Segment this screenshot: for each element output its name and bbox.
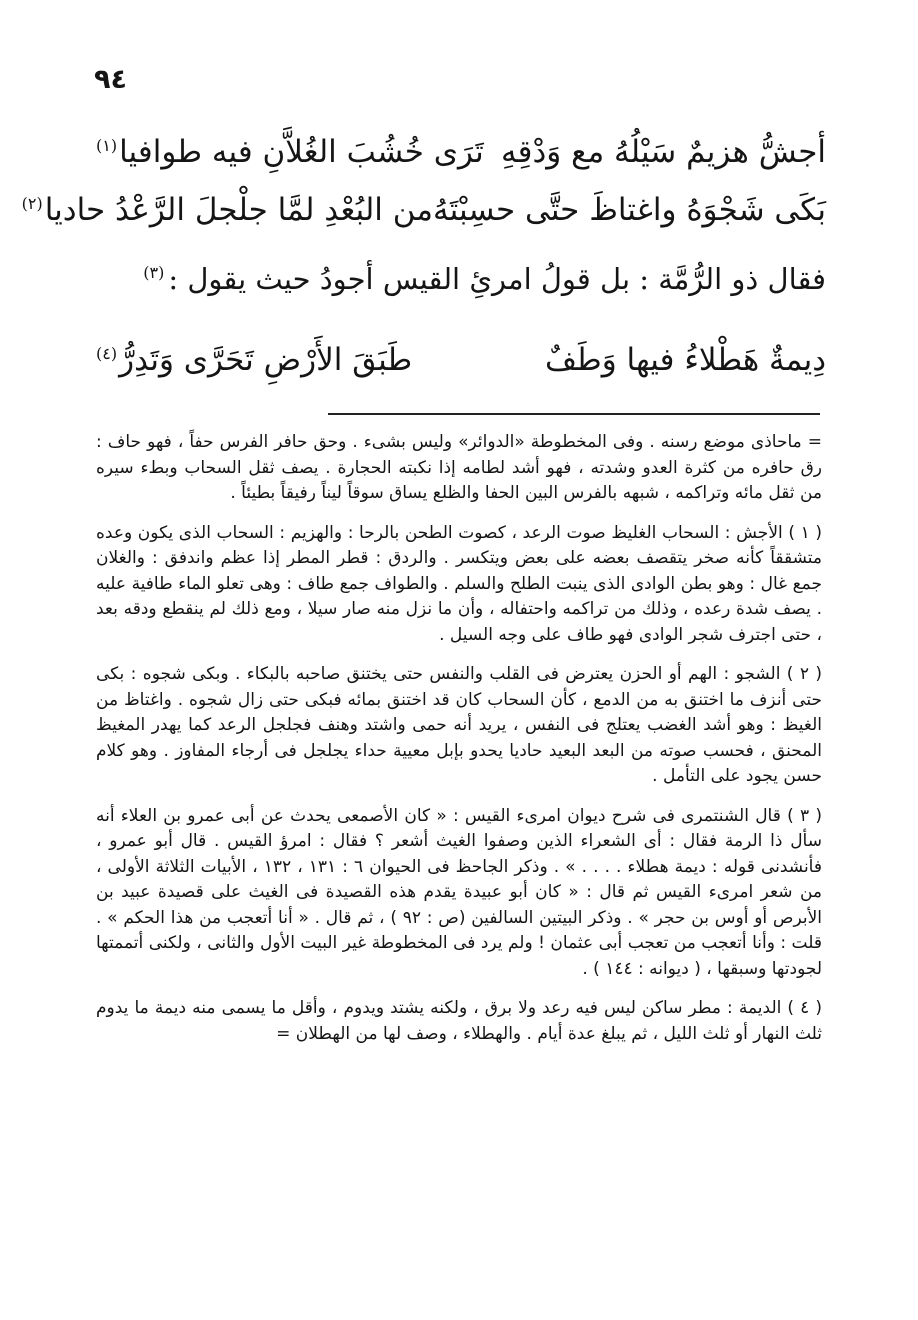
verse-second-hemistich xyxy=(96,342,412,378)
verse-line xyxy=(21,180,826,240)
footnotes xyxy=(96,430,822,1061)
footnote-marker: (٢) xyxy=(21,193,43,213)
footnote-marker: (٤) xyxy=(96,343,118,363)
hemistich-text: أجشُّ هزيمٌ سَيْلُهُ مع وَدْقِهِ xyxy=(501,134,826,170)
verse-first-hemistich xyxy=(501,134,826,170)
hemistich-text: تَرَى خُشُبَ الغُلاَّنِ فيه طوافيا xyxy=(119,134,484,170)
footnote-marker: (٣) xyxy=(143,263,165,283)
verse-second-hemistich xyxy=(22,192,433,228)
hemistich-text: بَكَى شَجْوَهُ واغتاظَ حتَّى حسِبْتَهُ xyxy=(432,192,826,228)
footnote-marker: (١) xyxy=(96,135,118,155)
hemistich-text: طَبَقَ الأَرْضِ تَحَرَّى وَتَدِرُّ xyxy=(119,342,413,378)
verse-first-hemistich xyxy=(545,342,826,378)
footnote-divider xyxy=(328,413,820,415)
prose-line xyxy=(96,262,826,296)
hemistich-text: من البُعْدِ لمَّا جلْجلَ الرَّعْدُ حاديا xyxy=(44,192,433,228)
verse-line xyxy=(96,122,826,182)
footnote-continuation: = ماحاذى موضع رسنه . وفى المخطوطة «الدوائر» وليس بشىء . وحق حافر الفرس حفاً ، فهو حاف : رق حافره من كثرة العدو وشدته ، فهو أشد لطامه إذا نكبته الحجارة . يصف ثقل السحاب وبطء سيره من ثقل مائه وتراكمه ، شبهه بالفرس البين الحفا والظلع يساق سوقاً ليناً رفيقاً بطيئاً . xyxy=(96,432,822,503)
hemistich-text: دِيمةٌ هَطْلاءُ فيها وَطَفٌ xyxy=(544,342,826,378)
verse-first-hemistich xyxy=(433,192,826,228)
footnote-1: ( ١ ) الأجش : السحاب الغليظ صوت الرعد ، كصوت الطحن بالرحا : والهزيم : السحاب الذى يكون وعده متشققاً كأنه صخر يتقصف بعضه على بعض ويتكسر . والردق : قطر المطر إذا عظم واندفق : والغلان جمع غال : وهو بطن الوادى الذى ينبت الطلح والسلم . والطواف جمع طاف : وهى تعلو الماء طافية عليه . يصف شدة رعده ، وذلك من تراكمه واحتفاله ، وأن ما نزل منه صار سيلا ، ومع ذلك لم ينقطع ودقه بعد ، حتى اجترف شجر الوادى فهو طاف على وجه السيل . xyxy=(96,522,822,645)
prose-text: فقال ذو الرُّمَّة : بل قولُ امرئِ القيس أجودُ حيث يقول : xyxy=(168,262,826,296)
footnote-4: ( ٤ ) الديمة : مطر ساكن ليس فيه رعد ولا برق ، ولكنه يشتد ويدوم ، وأقل ما يسمى منه ديمة ما يدوم ثلث النهار أو ثلث الليل ، ثم يبلغ عدة أيام . والهطلاء ، وصف لها من الهطلان = xyxy=(96,998,822,1044)
footnote-2: ( ٢ ) الشجو : الهم أو الحزن يعترض فى القلب والنفس حتى يختنق صاحبه بالبكاء . وبكى شجوه : بكى حتى أنزف ما اختنق به من الدمع ، كأن السحاب كان قد اختنق بمائه فبكى حتى زال شجوه . واغتاظ من الغيظ : وهو أشد الغضب يعتلج فى النفس ، يريد أنه حمى واشتد وهنف فجلجل الرعد كما يهدر المغيظ المحنق ، فحسب صوته من البعد البعيد حاديا يحدو بإبل معيية حداء يجلجل فى أرجاء المفاوز . وهو كلام حسن يجود على التأمل . xyxy=(96,664,822,786)
page-number: ٩٤ xyxy=(94,64,127,95)
verse-second-hemistich xyxy=(96,134,484,170)
verse-line xyxy=(96,330,826,390)
footnote-3: ( ٣ ) قال الشنتمرى فى شرح ديوان امرىء القيس : « كان الأصمعى يحدث عن أبى عمرو بن العلاء أنه سأل ذا الرمة فقال : أى الشعراء الذين وصفوا الغيث أشعر ؟ فقال : امرؤ القيس . قال أبو عمرو ، فأنشدنى قوله : ديمة هطلاء . . . . » . وذكر الجاحظ فى الحيوان ٦ : ١٣١ ، ١٣٢ ، الأبيات الثلاثة الأولى ، من شعر امرىء القيس ثم قال : « كان أبو عبيدة يقدم هذه القصيدة فى الغيث على قصيدة عبيد بن الأبرص أو أوس بن حجر » . وذكر البيتين السالفين (ص : ٩٢ ) ، ثم قال . « أنا أتعجب من هذا الحكم » . قلت : وأنا أتعجب من تعجب أبى عثمان ! ولم يرد فى المخطوطة غير البيت الأول والثانى ، ولكنى أتممتها لجودتها وسبقها ، ( ديوانه : ١٤٤ ) . xyxy=(96,805,822,979)
